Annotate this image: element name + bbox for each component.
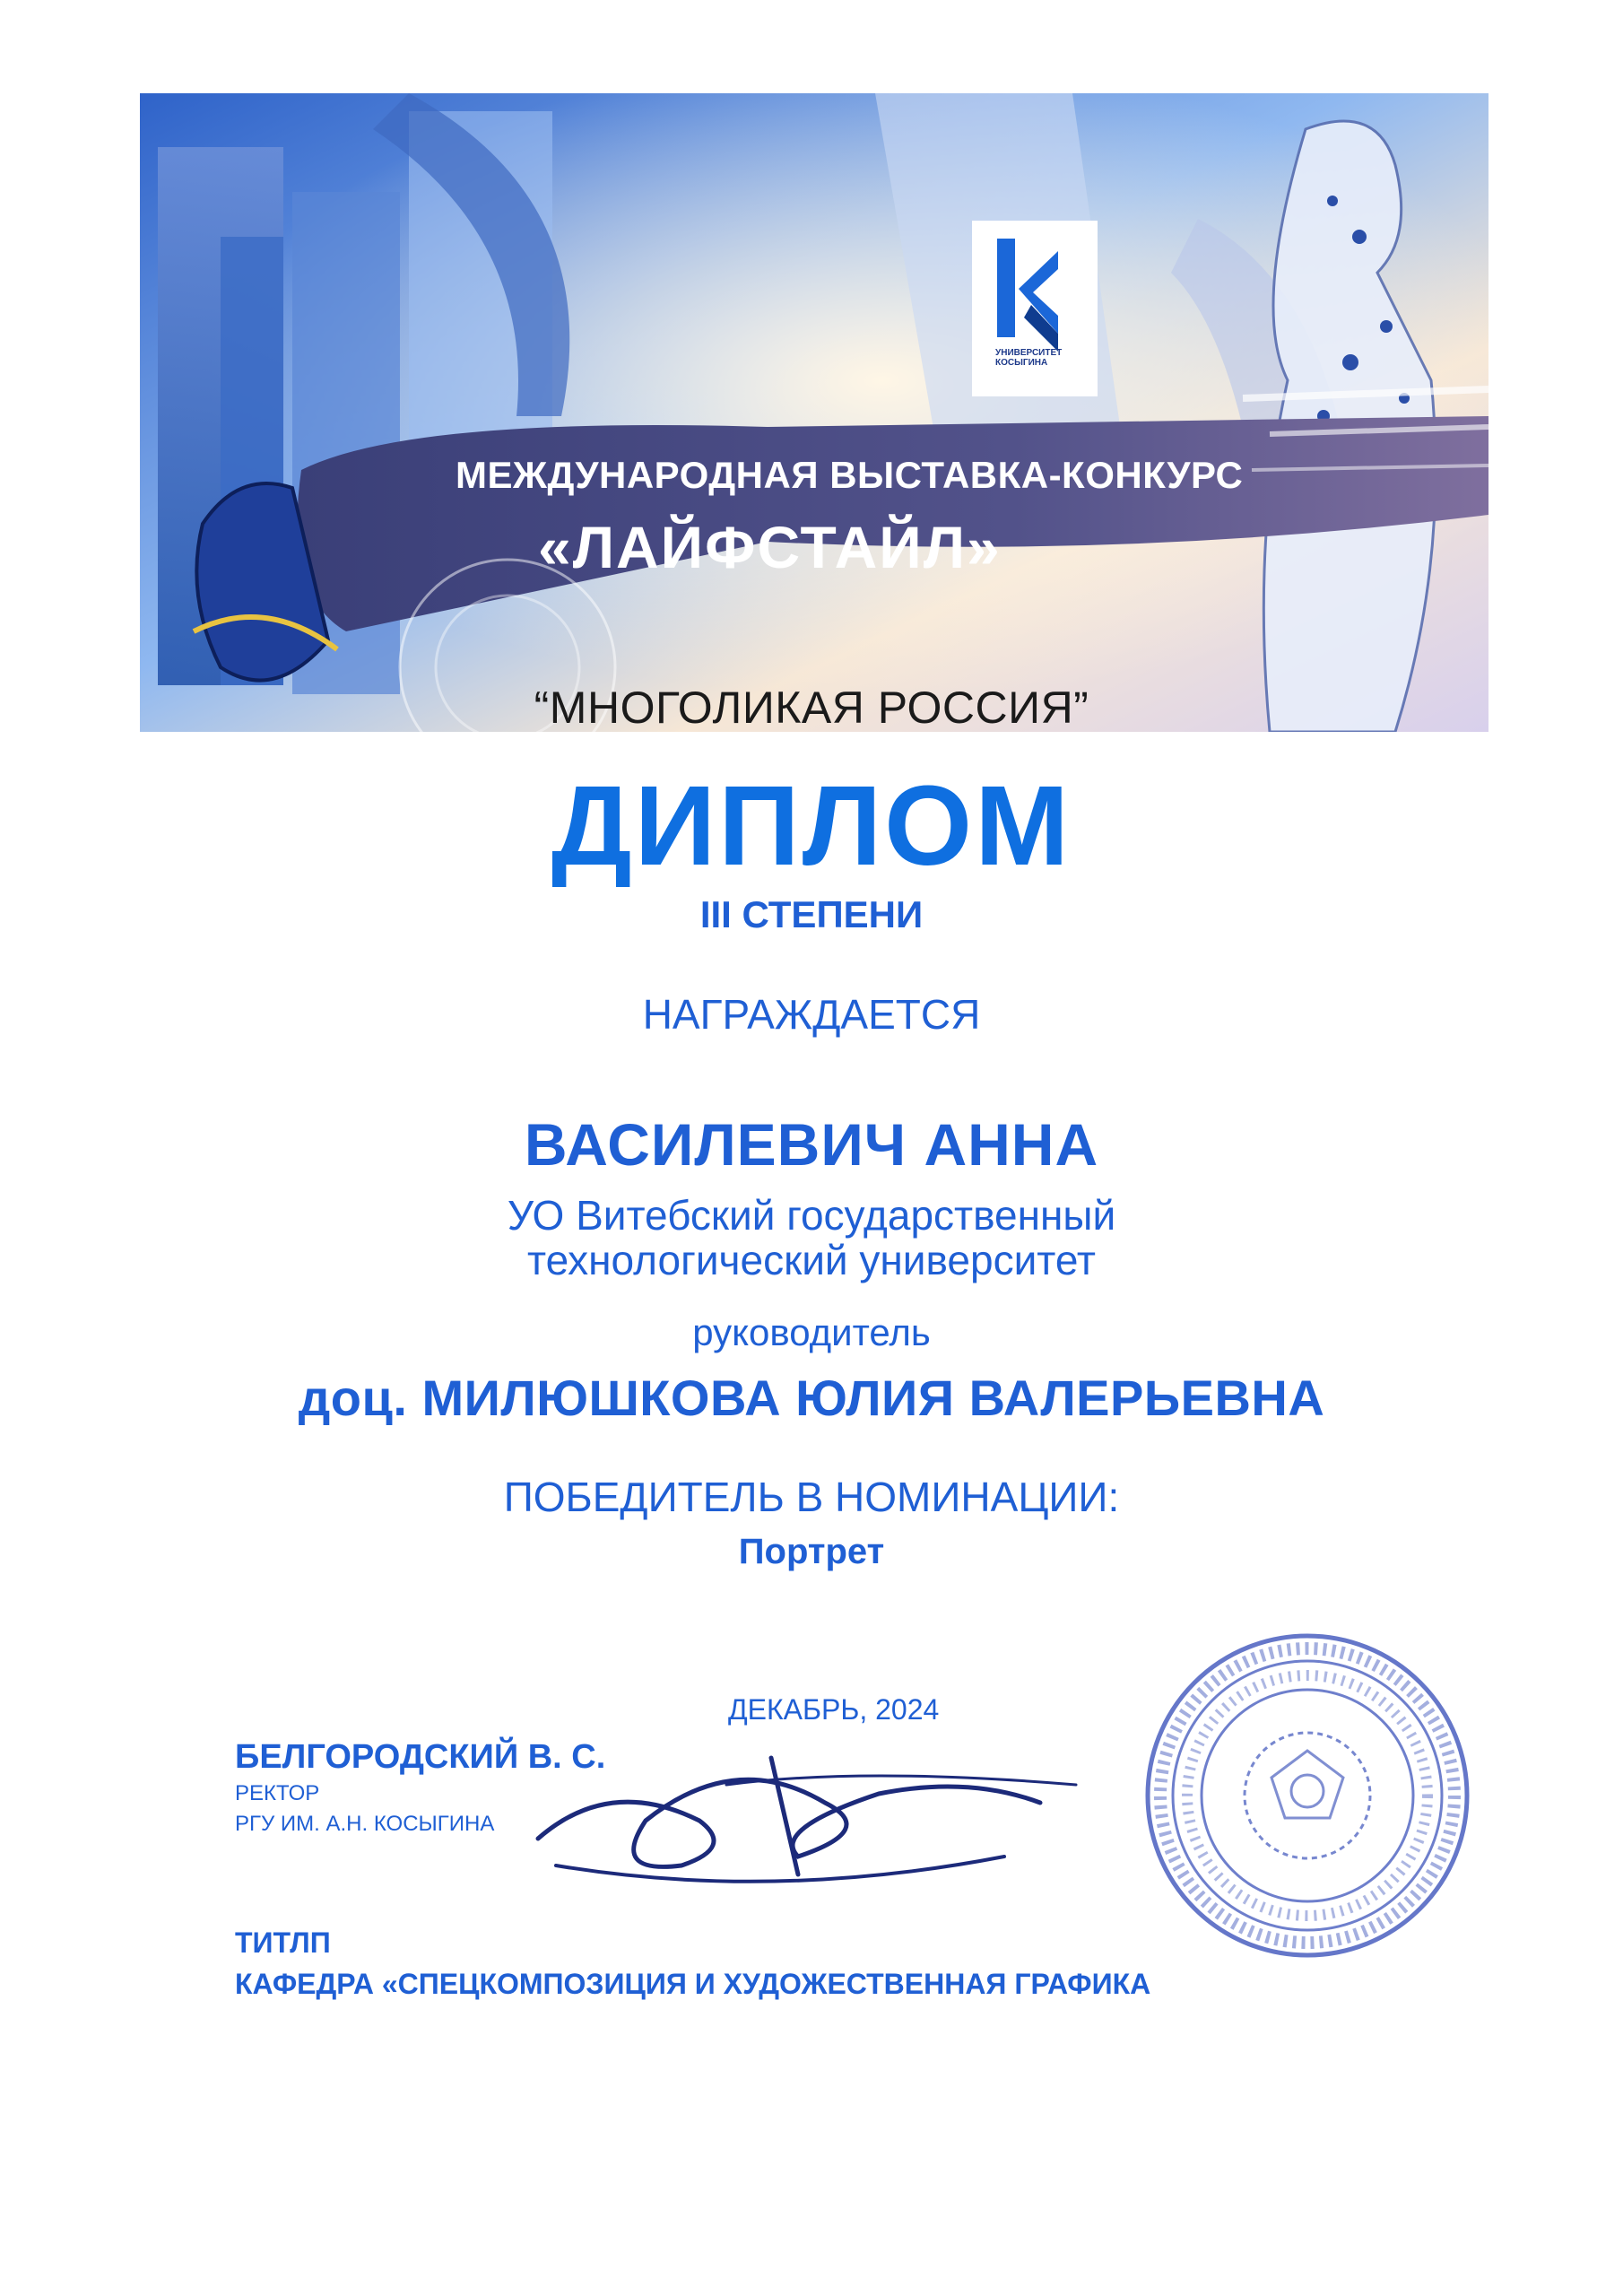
banner-image: [140, 93, 1488, 732]
department-full: КАФЕДРА «СПЕЦКОМПОЗИЦИЯ И ХУДОЖЕСТВЕННАЯ ГРАФИКА: [235, 1968, 1151, 2000]
issue-date: ДЕКАБРЬ, 2024: [728, 1693, 940, 1726]
recipient-name: ВАСИЛЕВИЧ АННА: [524, 1111, 1099, 1178]
recipient-org-line1: УО Витебский государственный: [507, 1192, 1116, 1239]
diploma-degree: III СТЕПЕНИ: [699, 893, 924, 935]
logo-caption: УНИВЕРСИТЕТ КОСЫГИНА: [995, 348, 1063, 368]
awarded-label: НАГРАЖДАЕТСЯ: [642, 991, 981, 1038]
diploma-title: ДИПЛОМ: [551, 762, 1072, 889]
supervisor-name: доц. МИЛЮШКОВА ЮЛИЯ ВАЛЕРЬЕВНА: [298, 1370, 1325, 1426]
signature-icon: [502, 1722, 1130, 1906]
banner-title-line1: МЕЖДУНАРОДНАЯ ВЫСТАВКА-КОНКУРС: [456, 454, 1244, 496]
recipient-org-line2: технологический университет: [527, 1237, 1096, 1283]
university-logo: [972, 221, 1098, 396]
nomination-value: Портрет: [738, 1532, 885, 1571]
signer-organization: РГУ ИМ. А.Н. КОСЫГИНА: [235, 1812, 495, 1836]
official-stamp-icon: [1137, 1625, 1478, 1970]
department-short: ТИТЛП: [235, 1926, 331, 1959]
supervisor-label: руководитель: [692, 1311, 931, 1353]
competition-subtitle: “МНОГОЛИКАЯ РОССИЯ”: [534, 683, 1089, 733]
banner-title-line2: «ЛАЙФСТАЙЛ»: [538, 514, 1002, 580]
nomination-label: ПОБЕДИТЕЛЬ В НОМИНАЦИИ:: [503, 1474, 1120, 1520]
signer-position: РЕКТОР: [235, 1781, 320, 1805]
signer-name: БЕЛГОРОДСКИЙ В. С.: [235, 1738, 606, 1776]
